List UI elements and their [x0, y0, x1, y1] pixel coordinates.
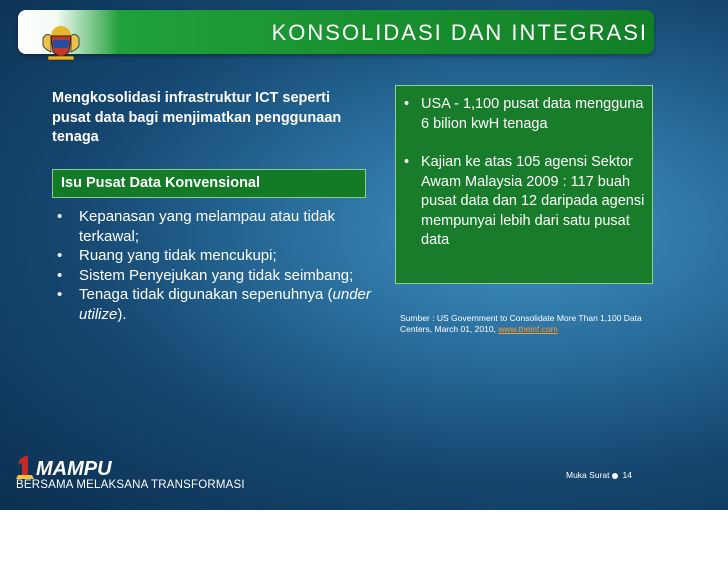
issue-list [52, 207, 382, 324]
list-item-text: Ruang yang tidak mencukupi; [79, 247, 277, 264]
bullet: • [404, 96, 410, 112]
page-value: 14 [622, 470, 632, 480]
coat-of-arms-icon [38, 22, 84, 62]
source-note [400, 313, 660, 335]
page-number [566, 470, 632, 480]
facts-list [404, 95, 648, 270]
list-item [52, 266, 382, 286]
list-item-text: Sistem Penyejukan yang tidak seimbang; [79, 266, 354, 284]
fact-text: Kajian ke atas 105 agensi Sektor Awam Malaysia 2009 : 117 buah pusat data dan 12 daripada agensi mempunyai lebih dari satu pusat data [421, 154, 645, 248]
dot-icon [612, 473, 618, 479]
list-item [404, 153, 648, 251]
list-item-italic: under utilize [79, 286, 371, 323]
source-text: Sumber : US Government to Consolidate More Than 1,100 Data Centers, March 01, 2010, [400, 313, 642, 334]
list-item [404, 95, 648, 134]
list-item-text: Kepanasan yang melampau atau tidak terkawal; [79, 208, 336, 245]
bullet: • [57, 286, 63, 303]
list-item-text-end: ). [117, 305, 127, 323]
slide-title: KONSOLIDASI DAN INTEGRASI [271, 20, 648, 45]
logo-wordmark: MAMPU [36, 458, 112, 480]
intro-text: Mengkosolidasi infrastruktur ICT seperti pusat data bagi menjimatkan penggunaan tenaga [52, 90, 342, 145]
facts-box [395, 85, 653, 284]
issue-heading-box [52, 169, 366, 198]
list-item [52, 207, 382, 246]
page-label: Muka Surat [566, 470, 610, 480]
bullet: • [57, 247, 63, 264]
fact-text: USA - 1,100 pusat data mengguna 6 bilion kwH tenaga [421, 96, 644, 132]
tagline: BERSAMA MELAKSANA TRANSFORMASI [16, 479, 245, 491]
source-link[interactable]: www.theinf.com [498, 324, 558, 334]
bullet: • [57, 266, 63, 284]
list-item [52, 285, 382, 324]
issue-heading: Isu Pusat Data Konvensional [61, 175, 261, 191]
list-item [52, 246, 382, 266]
title-bar [18, 10, 654, 54]
list-item-text: Tenaga tidak digunakan sepenuhnya ( [79, 286, 333, 303]
bullet: • [404, 154, 410, 170]
bullet: • [57, 208, 63, 225]
